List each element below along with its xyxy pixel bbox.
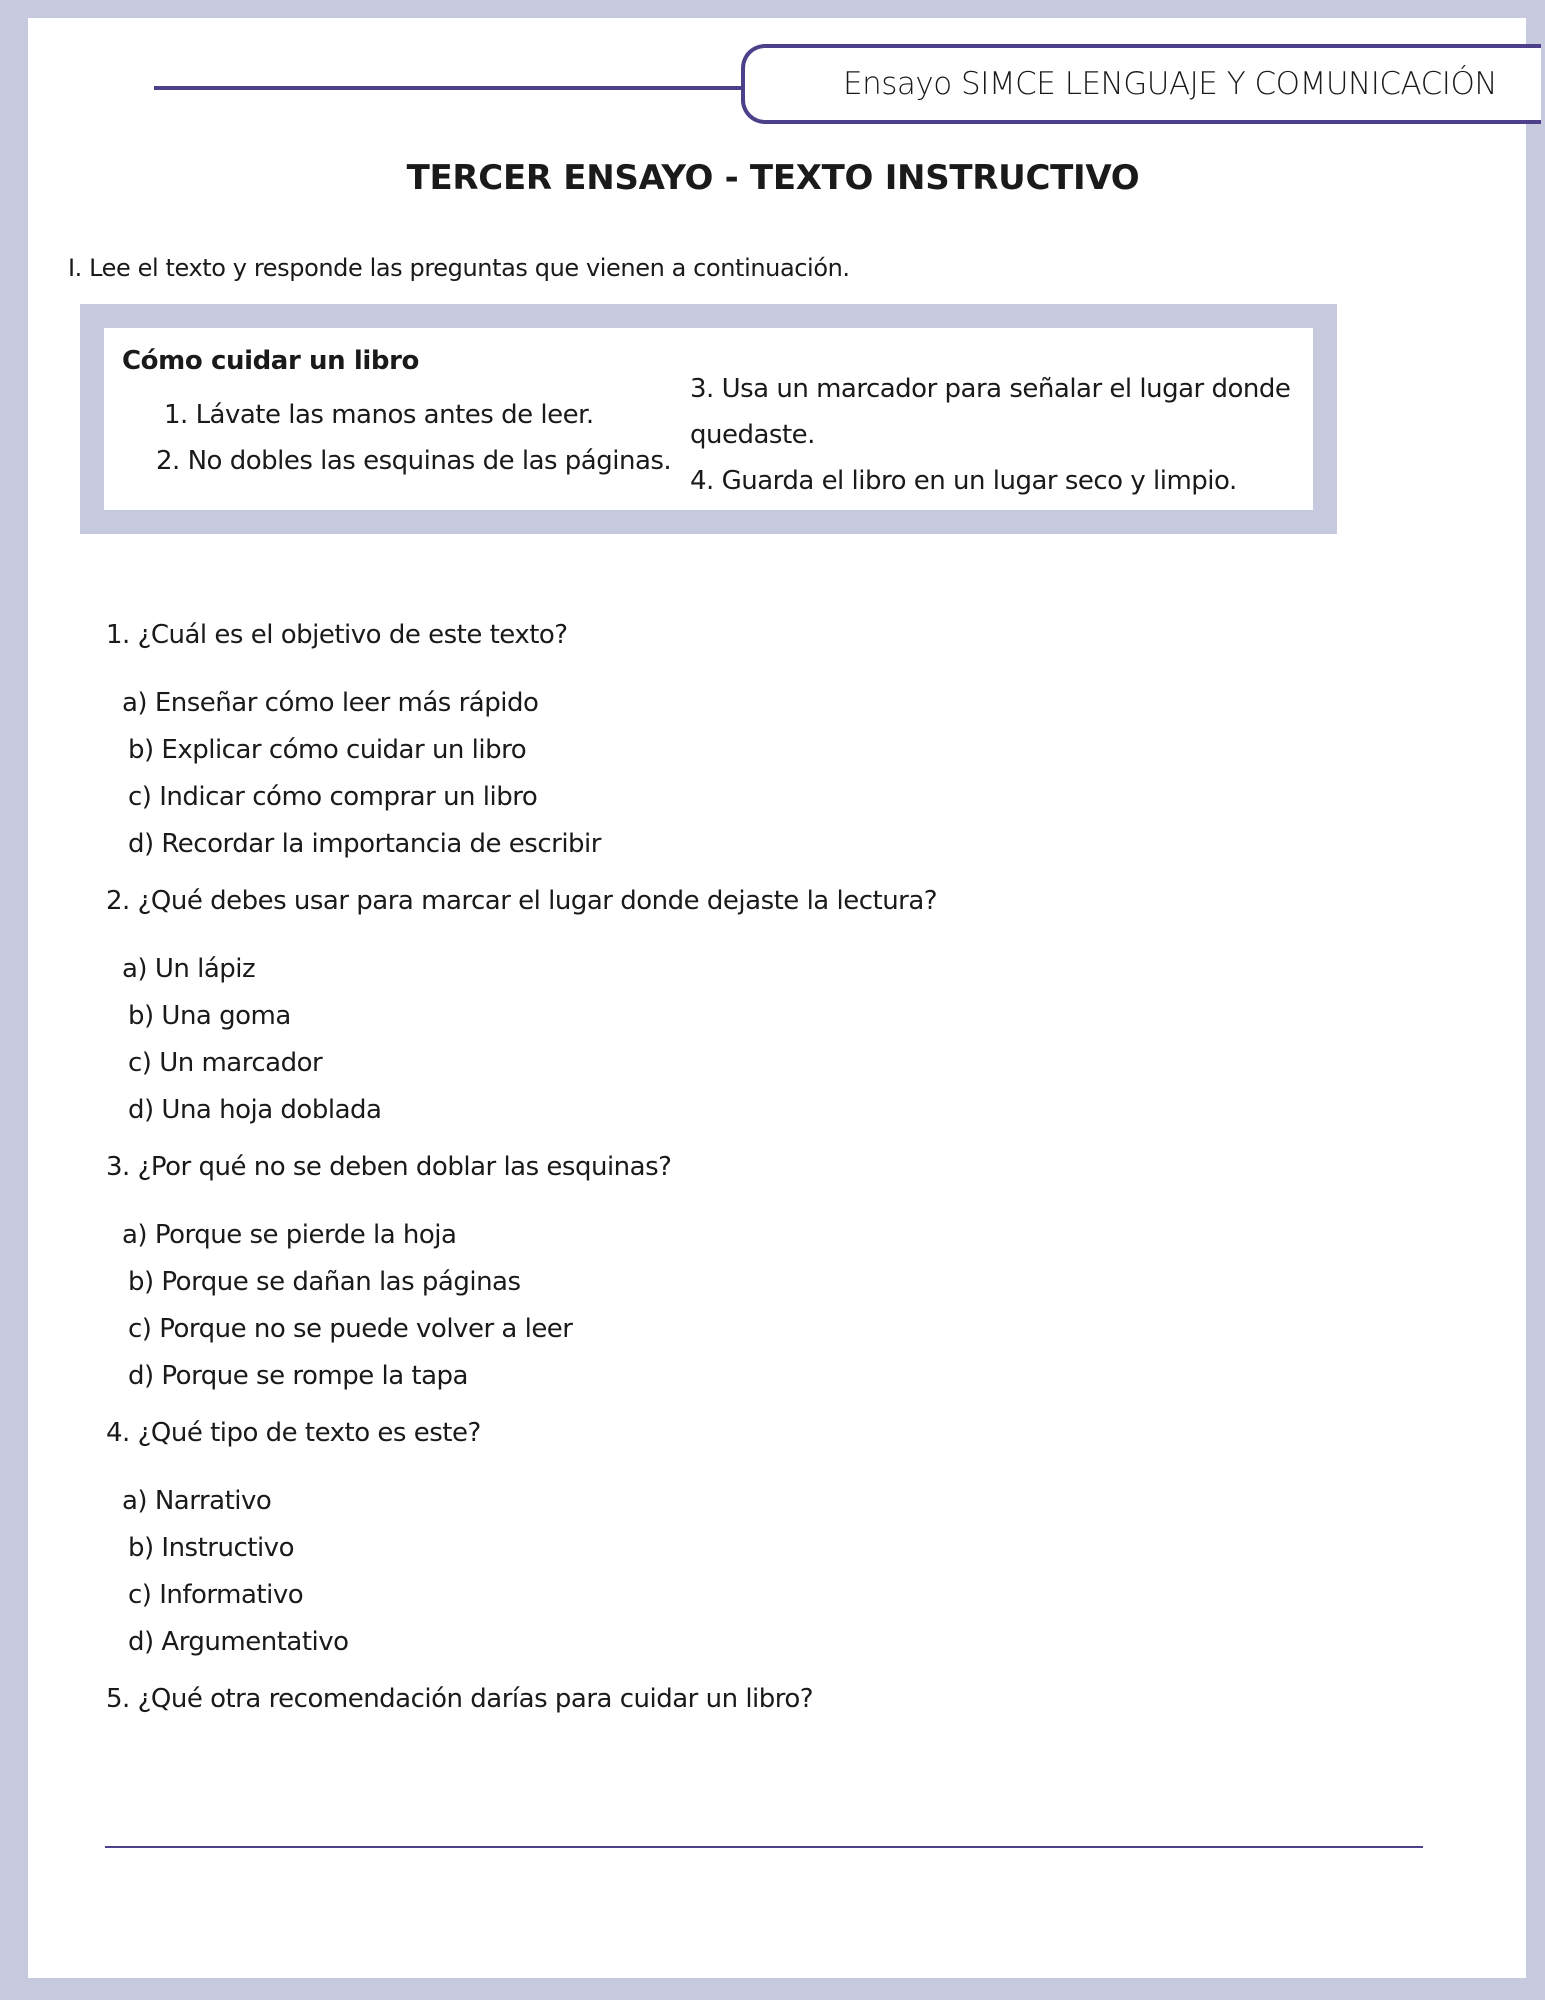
answer-option[interactable]: a) Un lápiz [122,954,256,984]
answer-option[interactable]: b) Instructivo [128,1533,294,1563]
answer-option[interactable]: b) Porque se dañan las páginas [128,1267,521,1297]
option-list [106,1478,1406,1666]
question-block [106,878,1406,1134]
answer-option[interactable]: a) Enseñar cómo leer más rápido [122,688,539,718]
answer-option[interactable]: d) Una hoja doblada [128,1095,382,1125]
answer-option[interactable]: d) Porque se rompe la tapa [128,1361,468,1391]
option-list [106,946,1406,1134]
answer-option[interactable]: a) Porque se pierde la hoja [122,1220,457,1250]
question-block [106,612,1406,868]
question-block [106,1410,1406,1666]
reading-step: 4. Guarda el libro en un lugar seco y limpio. [690,466,1237,496]
reading-step: 2. No dobles las esquinas de las páginas. [156,446,672,476]
answer-option[interactable]: b) Una goma [128,1001,291,1031]
answer-option[interactable]: c) Porque no se puede volver a leer [128,1314,573,1344]
answer-option[interactable]: c) Indicar cómo comprar un libro [128,782,538,812]
reading-step: 3. Usa un marcador para señalar el lugar donde [690,374,1291,404]
reading-box [80,304,1337,534]
header-tab-label: Ensayo SIMCE LENGUAJE Y COMUNICACIÓN [843,66,1498,102]
option-list [106,680,1406,868]
page-title: TERCER ENSAYO - TEXTO INSTRUCTIVO [406,158,1140,198]
instruction-text: I. Lee el texto y responde las preguntas que vienen a continuación. [68,254,850,282]
reading-step: 1. Lávate las manos antes de leer. [164,400,594,430]
option-list [106,1212,1406,1400]
question-text: 3. ¿Por qué no se deben doblar las esquinas? [106,1152,672,1182]
header-tab [741,44,1541,124]
header-rule [154,86,776,90]
answer-option[interactable]: d) Argumentativo [128,1627,349,1657]
question-text: 4. ¿Qué tipo de texto es este? [106,1418,481,1448]
question-block [106,1144,1406,1400]
reading-title: Cómo cuidar un libro [122,346,420,376]
question-text: 2. ¿Qué debes usar para marcar el lugar donde dejaste la lectura? [106,886,938,916]
question-list [106,612,1406,1744]
question-text: 1. ¿Cuál es el objetivo de este texto? [106,620,568,650]
answer-option[interactable]: a) Narrativo [122,1486,272,1516]
worksheet-page [28,18,1526,1978]
answer-option[interactable]: d) Recordar la importancia de escribir [128,829,601,859]
answer-option[interactable]: c) Informativo [128,1580,304,1610]
question-text: 5. ¿Qué otra recomendación darías para cuidar un libro? [106,1684,814,1714]
answer-option[interactable]: c) Un marcador [128,1048,323,1078]
question-block [106,1676,1406,1722]
answer-option[interactable]: b) Explicar cómo cuidar un libro [128,735,527,765]
answer-line[interactable] [105,1846,1423,1848]
reading-step: quedaste. [690,420,815,450]
